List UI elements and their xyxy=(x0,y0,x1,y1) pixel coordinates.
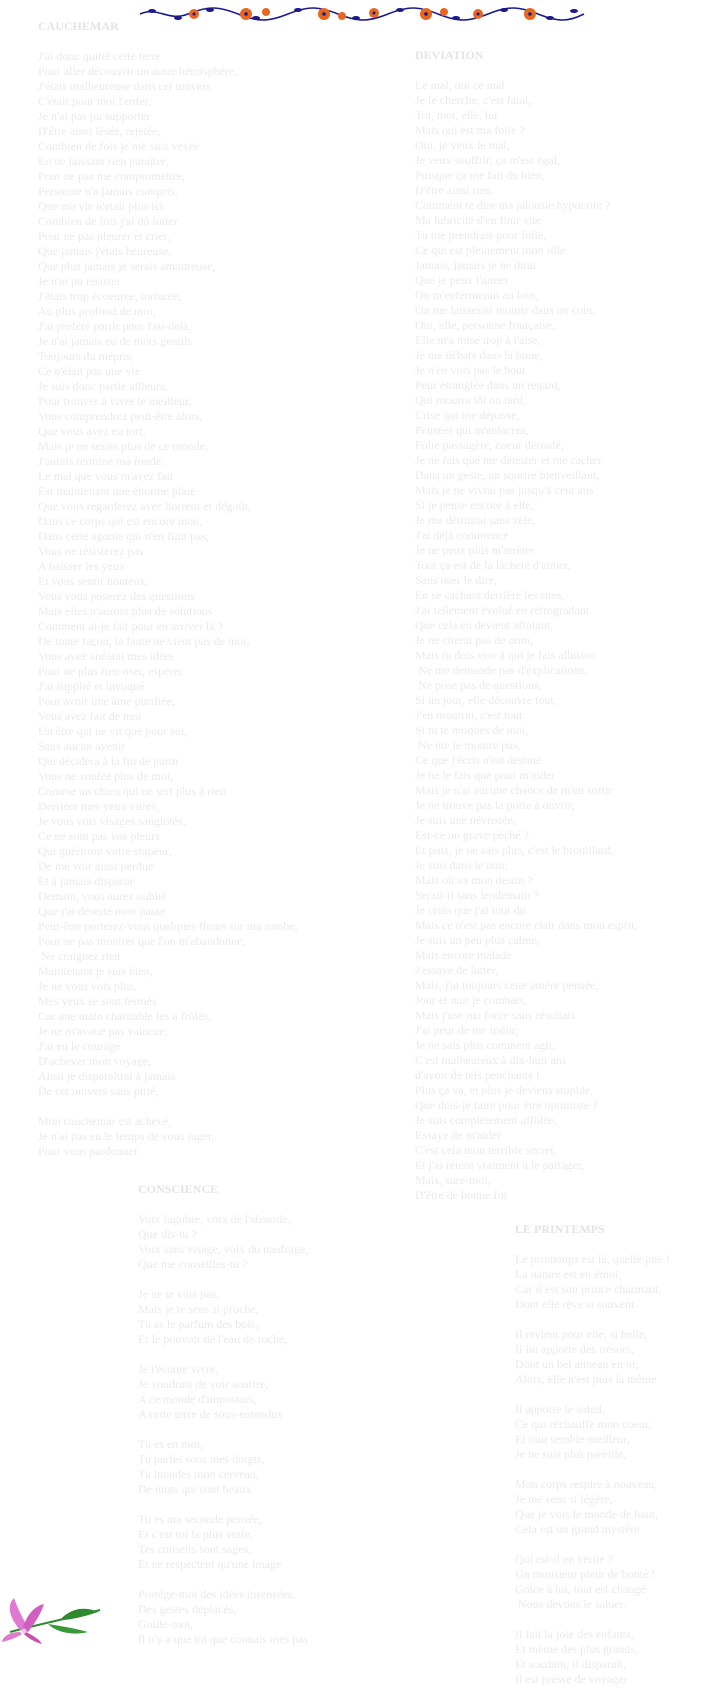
poem-cauchemar xyxy=(38,19,368,1174)
poem-line: Je ne fais que me détester et me cacher xyxy=(415,453,602,467)
poem-line: Je voudrais de voir sourire, xyxy=(138,1377,269,1391)
poem-line: Et à jamais disparue xyxy=(38,874,135,888)
poem-line: Alors, elle n'est plus la même xyxy=(515,1372,657,1386)
stanza xyxy=(138,1362,398,1422)
poem-line: Mais elles n'auront plus de solutions xyxy=(38,604,213,618)
poem-line: Ce ne sont pas vos pleurs xyxy=(38,829,160,843)
poem-line: Vous ne voulez plus de moi, xyxy=(38,769,174,783)
poem-line: Comment te dire ma jalousie hypocrite ? xyxy=(415,198,611,212)
poem-line: Mais je te sens si proche, xyxy=(138,1302,259,1316)
poem-line: Au plus profond de moi, xyxy=(38,304,156,318)
poem-line: Que vous avez eu tort, xyxy=(38,424,146,438)
stanza xyxy=(138,1287,398,1347)
poem-line: Je suis un peu plus calme, xyxy=(415,933,540,947)
poem-line: Et c'est toi la plus vraie, xyxy=(138,1527,253,1541)
poem-line: Si un jour, elle découvre tout, xyxy=(415,693,557,707)
poem-line: Serait-il sans lendemain ? xyxy=(415,888,539,902)
poem-line: Que j'ai déserté mon passé xyxy=(38,904,166,918)
poem-line: J'étais trop écoeurée, torturée, xyxy=(38,289,182,303)
poem-line: Protège-moi des idées insensées, xyxy=(138,1587,296,1601)
poem-line: Essaye de m'aider xyxy=(415,1128,502,1142)
poem-line: Il est pressé de voyager xyxy=(515,1672,628,1686)
poem-line: Un monsieur plein de bonté ! xyxy=(515,1567,656,1581)
poem-line: Que dis-tu ? xyxy=(138,1227,197,1241)
stanza xyxy=(515,1402,703,1462)
poem-line: Que ma vie n'était plus ici xyxy=(38,199,164,213)
poem-line: Ne pose pas de questions, xyxy=(415,678,542,692)
poem-line: Vous ne résisterez pas xyxy=(38,544,144,558)
poem-line: Tu as le parfum des bois, xyxy=(138,1317,259,1331)
poem-line: La nature est en émoi, xyxy=(515,1267,622,1281)
poem-line: Dans ce corps qui est encore mou, xyxy=(38,514,203,528)
poem-line: Pensées qui m'enlacent, xyxy=(415,423,529,437)
poem-line: Et j'ai réussi vraiment à le partager, xyxy=(415,1158,585,1172)
poem-title: CONSCIENCE xyxy=(138,1182,219,1196)
poem-line: Tu es en moi, xyxy=(138,1437,203,1451)
poem-line: J'essaye de lutter, xyxy=(415,963,499,977)
poem-line: De cet univers sans pitié, xyxy=(38,1084,159,1098)
poem-line: Dans un geste, un sourire bienveillant, xyxy=(415,468,600,482)
poem-line: J'ai tellement évolué en rétrogradant xyxy=(415,603,590,617)
lily-flower-icon xyxy=(0,1588,104,1644)
poem-line: Tu me prendrais pour folle, xyxy=(415,228,547,242)
poem-line: Je suis une névrosée, xyxy=(415,813,516,827)
poem-printemps xyxy=(515,1222,703,1702)
poem-line: Toujours du mépris, xyxy=(38,349,135,363)
poem-line: J'ai préféré partir pour l'au-delà, xyxy=(38,319,192,333)
poem-line: Ne me demande pas d'explications, xyxy=(415,663,588,677)
poem-line: Je t'écoute vivre, xyxy=(138,1362,219,1376)
poem-line: Toi, moi, elle, lui xyxy=(415,108,498,122)
poem-line: Je ne suis plus pareille, xyxy=(515,1447,626,1461)
poem-line: Mais, j'ai toujours cette amère pensée, xyxy=(415,978,599,992)
poem-line: Pour ne plus rien oser, espérer xyxy=(38,664,183,678)
poem-line: Dont un bel anneau en or, xyxy=(515,1357,639,1371)
poem-line: Est maintenant une énorme plaie xyxy=(38,484,196,498)
poem-line: Pour ne pas me compromettre, xyxy=(38,169,185,183)
poem-line: Que cela en devient affolant, xyxy=(415,618,554,632)
stanza xyxy=(415,78,695,1203)
poem-line: Pour aller découvrir un autre hémisphère, xyxy=(38,64,238,78)
poem-line: Tu parles sous mes doigts, xyxy=(138,1452,265,1466)
poem-line: Si je pense encore à elle, xyxy=(415,498,534,512)
poem-line: Personne n'a jamais compris, xyxy=(38,184,178,198)
poem-line: Mon cauchemar est achevé, xyxy=(38,1114,172,1128)
poem-line: Ce que j'écris n'est destiné xyxy=(415,753,542,767)
poem-line: Mais qui est ma folie ? xyxy=(415,123,525,137)
stanza xyxy=(515,1327,703,1387)
stanza xyxy=(138,1512,398,1572)
poem-line: Je me détruirai sans zèle, xyxy=(415,513,536,527)
poem-line: Qui mourra tôt ou tard, xyxy=(415,393,526,407)
poem-line: Vous comprendrez peut-être alors, xyxy=(38,409,203,423)
stanza xyxy=(515,1477,703,1537)
poem-line: Mes yeux se sont fermés xyxy=(38,994,157,1008)
poem-line: J'ai donc quitté cette terre xyxy=(38,49,161,63)
poem-line: Mais tu dois voir à qui je fais allusion xyxy=(415,648,597,662)
poem-line: Je ne le fais que pour m'aider xyxy=(415,768,556,782)
poem-line: Puisque ça me fait du bien, xyxy=(415,168,545,182)
poem-line: Elle m'a mise trop à l'aise, xyxy=(415,333,541,347)
poem-line: Qui décidera à la fin de partir xyxy=(38,754,180,768)
poem-line: Combien de fois j'ai dû lutter xyxy=(38,214,178,228)
poem-line: Je me sens si légère, xyxy=(515,1492,613,1506)
poem-line: Il n'y a que toi que connais mes pas xyxy=(138,1632,309,1646)
poem-line: Je suis donc partie ailleurs, xyxy=(38,379,168,393)
poem-line: Comment ai-je fait pour en arriver là ? xyxy=(38,619,223,633)
poem-line: Je ne citerai pas de nom, xyxy=(415,633,533,647)
poem-line: Crise qui me dépasse, xyxy=(415,408,520,422)
poem-line: Vous avez fait de moi xyxy=(38,709,142,723)
poem-line: Pour ne pas montrer que l'on m'abandonne, xyxy=(38,934,246,948)
poem-line: Je n'ai pu résister xyxy=(38,274,121,288)
poem-line: Un être qui ne vit que pour soi, xyxy=(38,724,188,738)
poem-line: Je veux souffrir, ça m'est égal, xyxy=(415,153,561,167)
poem-line: Car une main charitable les a frôlés, xyxy=(38,1009,211,1023)
poem-line: Des gestes déplacés, xyxy=(138,1602,237,1616)
poem-line: Je me débats dans la boue, xyxy=(415,348,543,362)
poem-line: Pour ne pas pleurer et crier, xyxy=(38,229,171,243)
poem-line: Je n'ai jamais eu de mots gentils xyxy=(38,334,193,348)
poem-line: Que jamais j'étais heureuse, xyxy=(38,244,172,258)
poem-line: Que dois-je faire pour être optimiste ? xyxy=(415,1098,598,1112)
poem-line: Il revient pour elle, si belle, xyxy=(515,1327,648,1341)
poem-line: Demain, vous aurez oublié xyxy=(38,889,167,903)
poem-line: Et puis, je ne sais plus, c'est le brouillard, xyxy=(415,843,614,857)
poem-line: Comme un chien qui ne sert plus à rien. xyxy=(38,784,229,798)
poem-title: LE PRINTEMPS xyxy=(515,1222,605,1236)
stanza xyxy=(515,1552,703,1612)
poem-line: Dont elle rêve si souvent. xyxy=(515,1297,638,1311)
poem-line: Que plus jamais je serais amoureuse, xyxy=(38,259,216,273)
poem-line: J'ai supplié et invoqué xyxy=(38,679,145,693)
poem-line: Je ne vous vois plus, xyxy=(38,979,137,993)
poem-line: Ce qui est pleinement mon rôle xyxy=(415,243,566,257)
poem-line: Je ne m'avoue pas vaincue, xyxy=(38,1024,168,1038)
poem-line: Je le cherche, c'est fatal, xyxy=(415,93,532,107)
poem-line: Et vous sentir honteux, xyxy=(38,574,149,588)
poem-line: A baisser les yeux xyxy=(38,559,125,573)
poem-deviation xyxy=(415,48,695,1218)
poem-line: J'en mourrai, c'est tout xyxy=(415,708,523,722)
stanza xyxy=(515,1252,703,1312)
poem-line: Tout ça est de la lâcheté d'aimer, xyxy=(415,558,571,572)
poem-line: Jamais, jamais je ne dirai xyxy=(415,258,536,272)
poem-line: Je n'ai pas eu le temps de vous juger, xyxy=(38,1129,215,1143)
poem-line: Folie passagère, coeur dérouté, xyxy=(415,438,564,452)
poem-line: Jour et nuit je combats, xyxy=(415,993,527,1007)
poem-title: DEVIATION xyxy=(415,48,484,62)
poem-line: Je ne te vois pas, xyxy=(138,1287,219,1301)
poem-line: Et ne respectent qu'une image xyxy=(138,1557,282,1571)
stanza xyxy=(38,49,368,1099)
poem-line: Que je peux l'aimer xyxy=(415,273,509,287)
poem-line: Si tu te moques de moi, xyxy=(415,723,529,737)
poem-line: Il lui apporte des trésors, xyxy=(515,1342,634,1356)
poem-line: Peur étranglée dans un regard, xyxy=(415,378,561,392)
poem-line: Et soudain, il disparaît, xyxy=(515,1657,626,1671)
poem-line: On me laisserait mourir dans un coin, xyxy=(415,303,596,317)
poem-line: Tu es ma seconde pensée, xyxy=(138,1512,262,1526)
poem-line: Je n'en vois pas le bout xyxy=(415,363,526,377)
poem-line: Mais où va mon destin ? xyxy=(415,873,533,887)
poem-line: Mon corps respire à nouveau, xyxy=(515,1477,658,1491)
poem-line: D'être de bonne foi. xyxy=(415,1188,510,1202)
poem-line: Cela est un grand mystère xyxy=(515,1522,640,1536)
poem-line: Pour trouver à vivre le meilleur, xyxy=(38,394,192,408)
poem-line: C'était pour moi l'enfer, xyxy=(38,94,152,108)
poem-line: Combien de fois je me suis vexée xyxy=(38,139,200,153)
poem-line: Ce n'était pas une vie xyxy=(38,364,141,378)
poem-line: J'ai déjà commencé xyxy=(415,528,509,542)
poem-line: De toute façon, la faute ne vient pas de moi, xyxy=(38,634,250,648)
stanza xyxy=(138,1437,398,1497)
poem-line: Ma lubricité d'en finir vite xyxy=(415,213,542,227)
poem-line: Grâce à lui, tout est changé xyxy=(515,1582,646,1596)
poem-line: J'ai peur de me trahir, xyxy=(415,1023,519,1037)
poem-line: De mots qui sont beaux xyxy=(138,1482,252,1496)
poem-line: Pour avoir une âme purifiée, xyxy=(38,694,175,708)
poem-line: D'être ainsi rien. xyxy=(415,183,495,197)
poem-line: En ne laissant rien paraître, xyxy=(38,154,169,168)
poem-line: Tes conseils sont sages, xyxy=(138,1542,252,1556)
poem-line: Mais ce n'est pas encore clair dans mon esprit, xyxy=(415,918,638,932)
poem-line: Je suis complètement affolée, xyxy=(415,1113,557,1127)
poem-line: De me voir ainsi perdue xyxy=(38,859,154,873)
poem-line: D'être ainsi lésée, rejetée, xyxy=(38,124,161,138)
poem-line: Je crois que j'ai tout dit xyxy=(415,903,527,917)
poem-line: En se cachant derrière les rires, xyxy=(415,588,565,602)
poem-line: Plus ça va, et plus je deviens stupide, xyxy=(415,1083,594,1097)
poem-conscience xyxy=(138,1182,398,1662)
poem-line: D'achever mon voyage, xyxy=(38,1054,152,1068)
poem-line: Tu inondes mon cerveau, xyxy=(138,1467,259,1481)
poem-line: C'est cela mon terrible secret, xyxy=(415,1143,557,1157)
poem-line: A cette terre de sous-entendus xyxy=(138,1407,282,1421)
poem-line: Il apporte le soleil, xyxy=(515,1402,605,1416)
poem-line: Vous vous poserez des questions xyxy=(38,589,195,603)
poem-line: Mais, sure-moi, xyxy=(415,1173,491,1187)
poem-line: Que me conseilles-tu ? xyxy=(138,1257,248,1271)
poem-line: J'aurais terminé ma ronde. xyxy=(38,454,165,468)
poem-line: Qui guériront votre stupeur, xyxy=(38,844,172,858)
poem-line: Je ne sais plus comment agir, xyxy=(415,1038,556,1052)
stanza xyxy=(515,1627,703,1687)
poem-line: Guide-moi, xyxy=(138,1617,193,1631)
poem-line: Voix sans visage, voix du naufrage, xyxy=(138,1242,309,1256)
stanza xyxy=(138,1587,398,1647)
poem-line: Je vous vois visages sanglotés, xyxy=(38,814,186,828)
poem-line: Je ne trouve pas la porte à ouvrir, xyxy=(415,798,575,812)
poem-line: Et le pouvoir de l'eau de roche, xyxy=(138,1332,288,1346)
poem-line: A ce monde d'impostors, xyxy=(138,1392,257,1406)
poem-line: Qui est-il en vérité ? xyxy=(515,1552,613,1566)
poem-line: Pour vous pardonner. xyxy=(38,1144,141,1158)
poem-line: Ainsi je disparaîtrai à jamais xyxy=(38,1069,176,1083)
poem-line: Le printemps est là, quelle joie ! xyxy=(515,1252,670,1266)
poem-line: Mais j'use ma force sans résultats xyxy=(415,1008,576,1022)
poem-line: Est-ce un grave péché ? xyxy=(415,828,529,842)
poem-line: Peut-être porterez-vous quelques fleurs sur ma tombe, xyxy=(38,919,298,933)
poem-line: Sans aucun avenir xyxy=(38,739,126,753)
poem-line: Je ne peux plus m'arrêter xyxy=(415,543,535,557)
poem-line: Je suis dans le noir, xyxy=(415,858,509,872)
poem-line: Le mal que vous m'avez fait xyxy=(38,469,174,483)
poem-line: Je n'ai pas pu supporter xyxy=(38,109,151,123)
poem-line: On m'enfermerait au loin, xyxy=(415,288,539,302)
poem-line: Oui, je veux le mal, xyxy=(415,138,510,152)
stanza xyxy=(138,1212,398,1272)
poem-line: J'ai eu le courage xyxy=(38,1039,121,1053)
poem-line: Voix lugubre, voix de l'absurde, xyxy=(138,1212,291,1226)
poem-line: Oui, elle, personne française, xyxy=(415,318,555,332)
poem-line: Car il est son prince charmant, xyxy=(515,1282,662,1296)
poem-line: Mais je ne serais plus de ce monde, xyxy=(38,439,208,453)
poem-line: Que vous regarderez avec horreur et dégoût, xyxy=(38,499,251,513)
poem-line: Dans cette agonie qui n'en finit pas, xyxy=(38,529,210,543)
poem-line: Maintenant je suis bien, xyxy=(38,964,153,978)
poem-line: Que je vois le monde de haut, xyxy=(515,1507,658,1521)
poem-line: Ne me le montre pas, xyxy=(415,738,521,752)
poem-line: Et même des plus grands, xyxy=(515,1642,638,1656)
poem-line: Et tout semble meilleur, xyxy=(515,1432,630,1446)
poem-title: CAUCHEMAR xyxy=(38,19,119,33)
poem-line: Sans oser le dire, xyxy=(415,573,497,587)
poem-line: Mais encore malade xyxy=(415,948,512,962)
poem-line: Ce qui réchauffe mon coeur, xyxy=(515,1417,652,1431)
poem-line: Nous devons le saluer. xyxy=(515,1597,626,1611)
stanza xyxy=(38,1114,368,1159)
poem-line: Derrière mes yeux vitrés, xyxy=(38,799,160,813)
poem-line: Il fait la joie des enfants, xyxy=(515,1627,634,1641)
poem-line: Le mal, oui ce mal xyxy=(415,78,505,92)
poem-line: d'avoir de tels penchants ! xyxy=(415,1068,540,1082)
poem-line: Vous avez anéanti mes idées xyxy=(38,649,175,663)
poem-line: Mais je n'ai aucune chance de m'en sortir xyxy=(415,783,613,797)
poem-line: C'est malheureux à dix-huit ans xyxy=(415,1053,567,1067)
poem-line: Ne craignez rien xyxy=(38,949,121,963)
poem-line: Mais je ne vivrai pas jusqu'à cent ans xyxy=(415,483,594,497)
poem-line: J'étais malheureuse dans cet univers xyxy=(38,79,211,93)
